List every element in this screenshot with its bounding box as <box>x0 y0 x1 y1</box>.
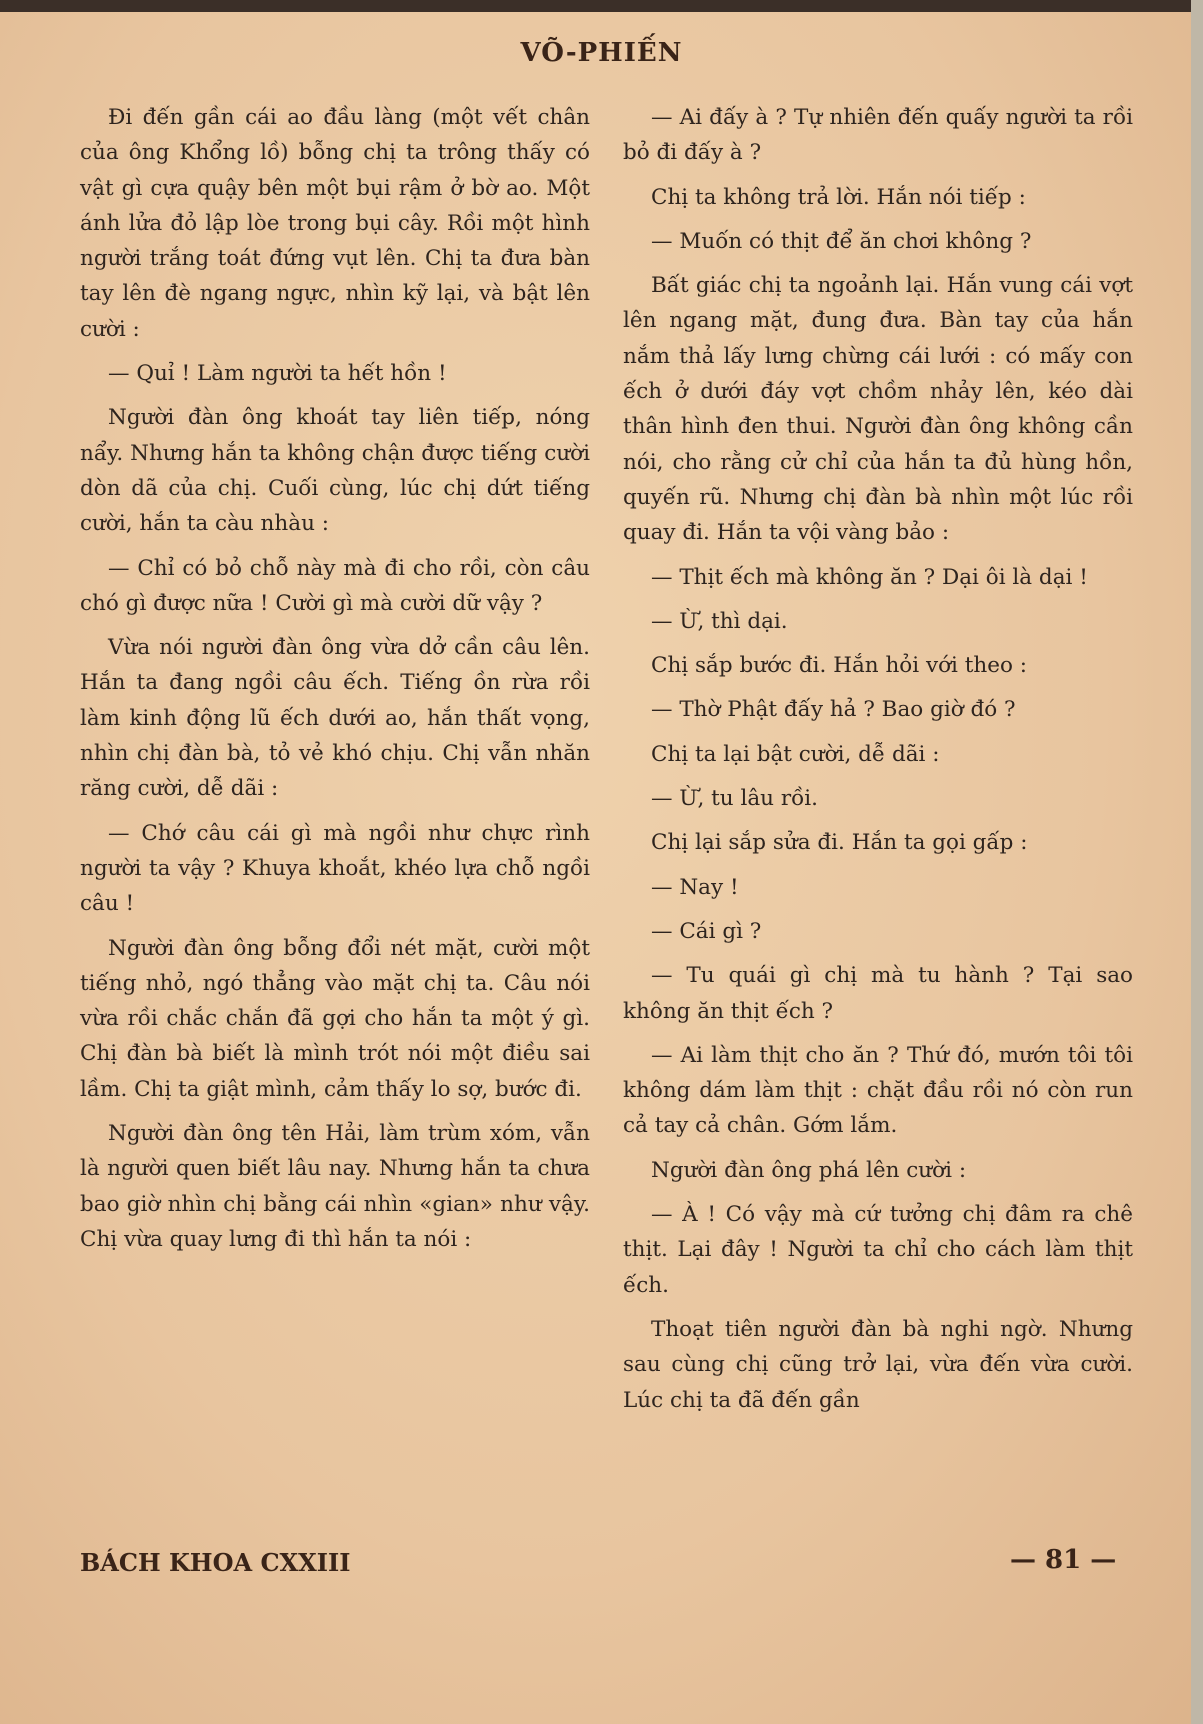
paragraph: — Muốn có thịt để ăn chơi không ? <box>651 228 1032 254</box>
left-column <box>80 100 590 1266</box>
paragraph: — Tu quái gì chị mà tu hành ? Tại sao không ăn thịt ếch ? <box>623 963 1133 1024</box>
paragraph: Thoạt tiên người đàn bà nghi ngờ. Nhưng sau cùng chị cũng trở lại, vừa đến vừa cười. Lúc chị ta đã đến gần <box>623 1316 1133 1413</box>
paragraph: Người đàn ông phá lên cười : <box>651 1157 967 1183</box>
right-border <box>1191 0 1203 1724</box>
paragraph: Chị ta lại bật cười, dễ dãi : <box>651 741 940 767</box>
paragraph: Người đàn ông tên Hải, làm trùm xóm, vẫn là người quen biết lâu nay. Nhưng hắn ta chưa bao giờ nhìn chị bằng cái nhìn «gian» như vậy. Chị vừa quay lưng đi thì hắn ta nói : <box>80 1121 590 1252</box>
paragraph: Người đàn ông bỗng đổi nét mặt, cười một tiếng nhỏ, ngó thẳng vào mặt chị ta. Câu nói vừa rồi chắc chắn đã gợi cho hắn ta một ý gì. Chị đàn bà biết là mình trót nói một điều sai lầm. Chị ta giật mình, cảm thấy lo sợ, bước đi. <box>80 935 590 1102</box>
paragraph: Đi đến gần cái ao đầu làng (một vết chân của ông Khổng lồ) bỗng chị ta trông thấy có vật gì cựa quậy bên một bụi rậm ở bờ ao. Một ánh lửa đỏ lập lòe trong bụi cây. Rồi một hình người trắng toát đứng vụt lên. Chị ta đưa bàn tay lên đè ngang ngực, nhìn kỹ lại, và bật lên cười : <box>80 105 590 342</box>
paragraph: — Ừ, tu lâu rồi. <box>651 786 818 812</box>
footer-magazine-title: BÁCH KHOA CXXIII <box>80 1548 351 1577</box>
paragraph: Vừa nói người đàn ông vừa dở cần câu lên. Hắn ta đang ngồi câu ếch. Tiếng ồn rừa rồi làm kinh động lũ ếch dưới ao, hắn thất vọng, nhìn chị đàn bà, tỏ vẻ khó chịu. Chị vẫn nhăn răng cười, dễ dãi : <box>80 635 590 802</box>
paragraph: Chị sắp bước đi. Hắn hỏi với theo : <box>651 653 1027 679</box>
paragraph: — Chỉ có bỏ chỗ này mà đi cho rồi, còn câu chó gì được nữa ! Cười gì mà cười dữ vậy ? <box>80 555 590 616</box>
paragraph: Chị ta không trả lời. Hắn nói tiếp : <box>651 184 1026 210</box>
paragraph: — Chớ câu cái gì mà ngồi như chực rình người ta vậy ? Khuya khoắt, khéo lựa chỗ ngồi câu ! <box>80 820 590 917</box>
right-column <box>623 100 1133 1427</box>
paragraph: — Ừ, thì dại. <box>651 608 788 634</box>
paragraph: Chị lại sắp sửa đi. Hắn ta gọi gấp : <box>651 830 1028 856</box>
page-header-author: VÕ-PHIẾN <box>520 38 683 68</box>
paragraph: — Thịt ếch mà không ăn ? Dại ôi là dại ! <box>651 564 1088 590</box>
paragraph: — Quỉ ! Làm người ta hết hồn ! <box>108 361 447 387</box>
paragraph: — Cái gì ? <box>651 918 762 944</box>
top-border <box>0 0 1203 12</box>
footer-page-number: — 81 — <box>1010 1545 1117 1575</box>
paragraph: — Ai đấy à ? Tự nhiên đến quấy người ta rồi bỏ đi đấy à ? <box>623 105 1133 166</box>
paragraph: — Thờ Phật đấy hả ? Bao giờ đó ? <box>651 697 1016 723</box>
paragraph: Người đàn ông khoát tay liên tiếp, nóng nẩy. Nhưng hắn ta không chận được tiếng cười dòn dã của chị. Cuối cùng, lúc chị dứt tiếng cười, hắn ta càu nhàu : <box>80 405 590 537</box>
paragraph: — Ai làm thịt cho ăn ? Thứ đó, mướn tôi tôi không dám làm thịt : chặt đầu rồi nó còn run cả tay cả chân. Gớm lắm. <box>623 1042 1133 1139</box>
paragraph: — À ! Có vậy mà cứ tưởng chị đâm ra chê thịt. Lại đây ! Người ta chỉ cho cách làm thịt ếch. <box>623 1202 1133 1298</box>
paragraph: Bất giác chị ta ngoảnh lại. Hắn vung cái vợt lên ngang mặt, đung đưa. Bàn tay của hắn nắm thả lấy lưng chừng cái lưới : có mấy con ếch ở dưới đáy vợt chồm nhảy lên, kéo dài thân hình đen thui. Người đàn ông không cần nói, cho rằng cử chỉ của hắn ta đủ hùng hồn, quyến rũ. Nhưng chị đàn bà nhìn một lúc rồi quay đi. Hắn ta vội vàng bảo : <box>623 273 1133 546</box>
paragraph: — Nay ! <box>651 874 739 900</box>
